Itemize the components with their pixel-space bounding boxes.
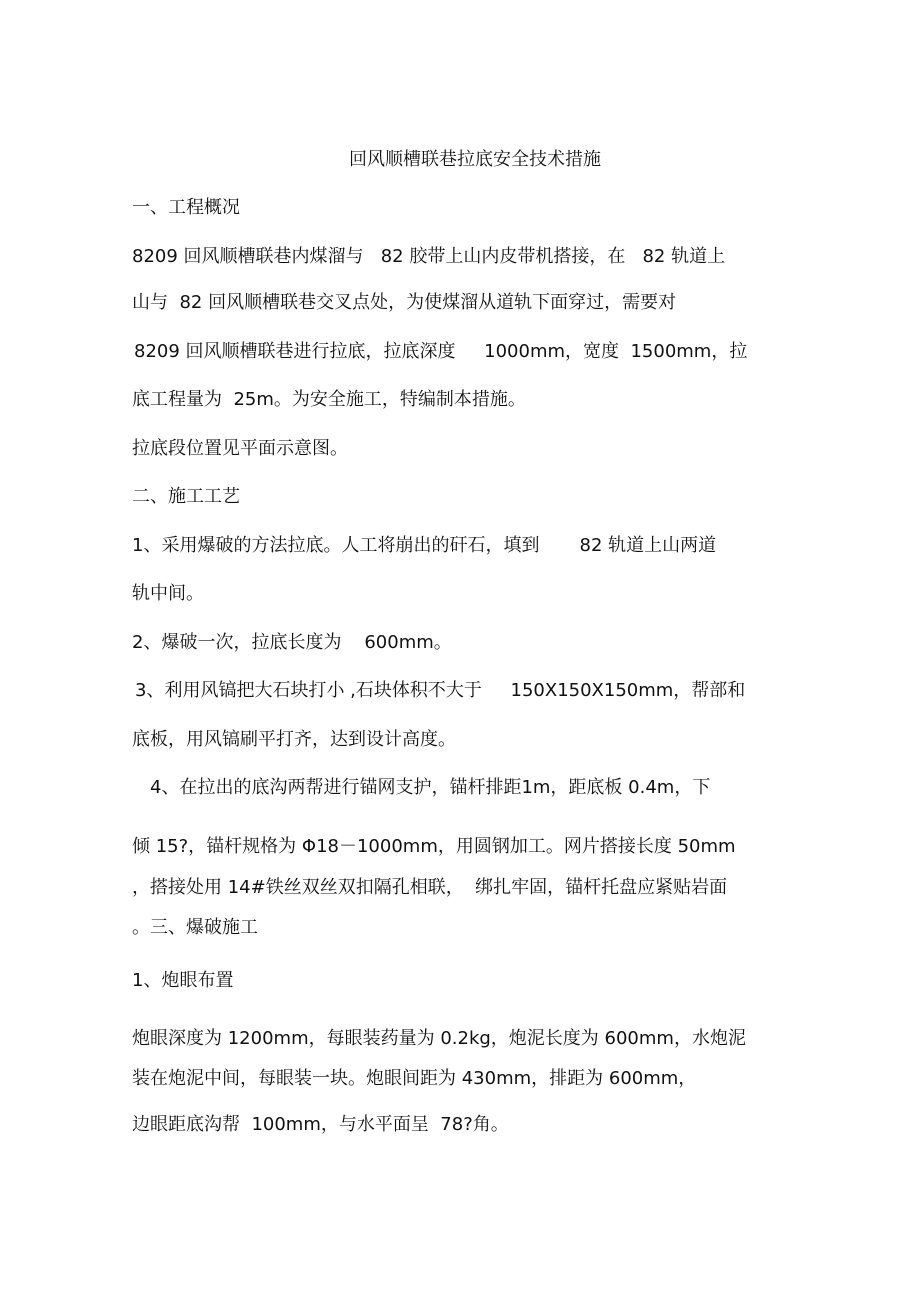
paragraph-line: 拉底段位置见平面示意图。	[132, 438, 348, 459]
paragraph-line: 装在炮泥中间，每眼装一块。炮眼间距为 430mm，排距为 600mm，	[132, 1068, 697, 1089]
paragraph-line: 炮眼深度为 1200mm，每眼装药量为 0.2kg，炮泥长度为 600mm，水炮泥	[132, 1028, 746, 1049]
section-heading-process: 二、施工工艺	[132, 486, 240, 507]
paragraph-line: 8209 回风顺槽联巷进行拉底，拉底深度 1000mm，宽度 1500mm，拉	[134, 341, 748, 362]
paragraph-line: 山与 82 回风顺槽联巷交叉点处，为使煤溜从道轨下面穿过，需要对	[132, 292, 677, 313]
document-title: 回风顺槽联巷拉底安全技术措施	[349, 149, 601, 170]
paragraph-line: 3、利用风镐把大石块打小 ,石块体积不大于 150X150X150mm，帮部和	[135, 680, 746, 701]
paragraph-line: 底工程量为 25m。为安全施工，特编制本措施。	[132, 389, 526, 410]
subsection-heading-blasthole-layout: 1、炮眼布置	[132, 970, 234, 991]
paragraph-line: 底板，用风镐刷平打齐，达到设计高度。	[132, 729, 456, 750]
paragraph-line: 4、在拉出的底沟两帮进行锚网支护，锚杆排距1m，距底板 0.4m，下	[150, 777, 711, 798]
paragraph-line: 边眼距底沟帮 100mm，与水平面呈 78?角。	[132, 1114, 509, 1135]
paragraph-line: 轨中间。	[132, 583, 204, 604]
paragraph-line: 。三、爆破施工	[132, 917, 258, 938]
section-heading-overview: 一、工程概况	[132, 197, 240, 218]
paragraph-line: 倾 15?，锚杆规格为 Φ18－1000mm，用圆钢加工。网片搭接长度 50mm	[132, 836, 736, 857]
paragraph-line: 8209 回风顺槽联巷内煤溜与 82 胶带上山内皮带机搭接，在 82 轨道上	[132, 246, 726, 267]
paragraph-line: 1、采用爆破的方法拉底。人工将崩出的矸石，填到 82 轨道上山两道	[132, 535, 717, 556]
paragraph-line: 2、爆破一次，拉底长度为 600mm。	[132, 632, 452, 653]
paragraph-line: ，搭接处用 14#铁丝双丝双扣隔孔相联， 绑扎牢固，锚杆托盘应紧贴岩面	[132, 877, 728, 898]
